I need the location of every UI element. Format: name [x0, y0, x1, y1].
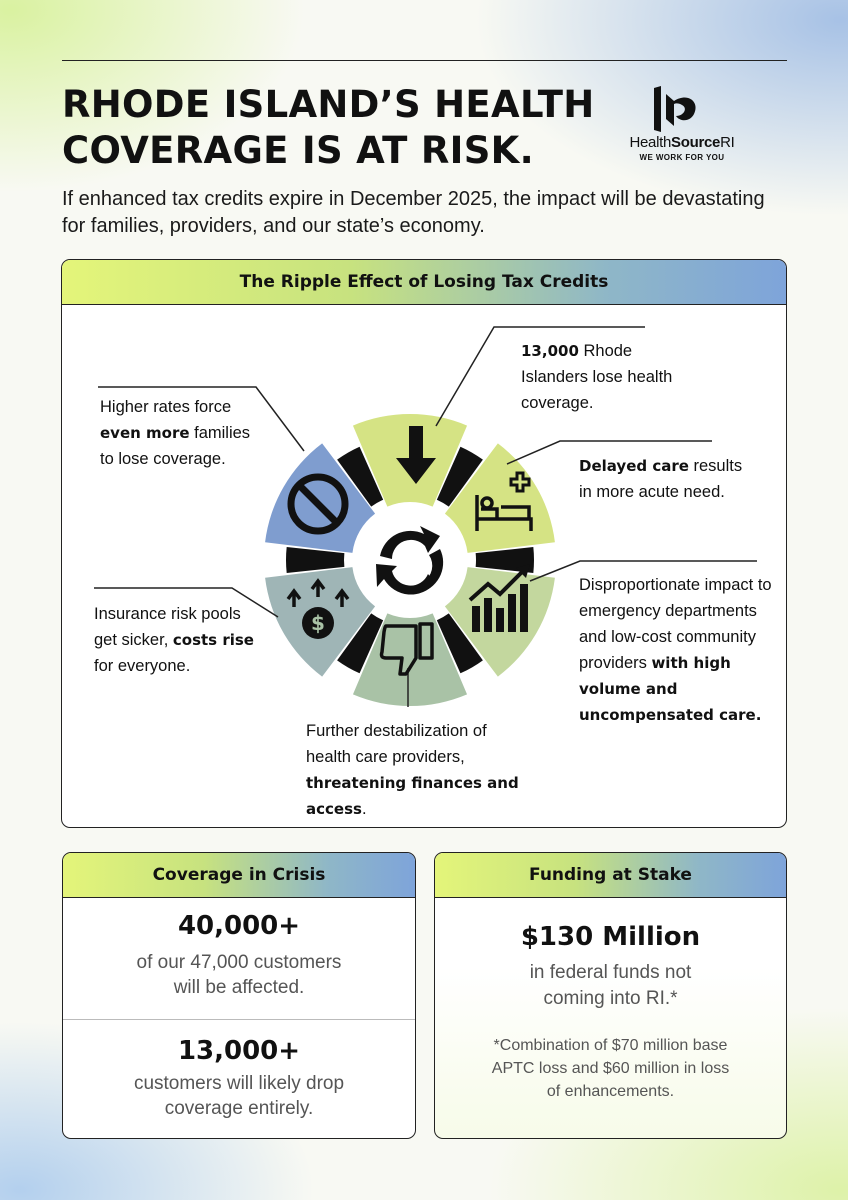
funding-at-stake-panel — [434, 852, 787, 1139]
callout-delayed-care: Delayed care results in more acute need. — [579, 457, 743, 501]
affected-customers-line-2: will be affected. — [173, 977, 305, 998]
page-title — [62, 82, 622, 174]
coverage-in-crisis-panel — [62, 852, 416, 1139]
drop-coverage-line-1: customers will likely drop — [133, 1073, 345, 1094]
logo-wordmark: HealthSourceRI — [629, 134, 735, 151]
funding-note-line-2: APTC loss and $60 million in loss — [491, 1060, 730, 1077]
federal-funds-line-1: in federal funds not — [529, 962, 692, 983]
stat-divider — [63, 1019, 415, 1020]
healthsource-logo-mark-icon — [654, 86, 710, 132]
callout-emergency-impact: Disproportionate impact to emergency departments and low-cost community providers with high volume and uncompensated care. — [579, 576, 772, 724]
top-rule — [62, 60, 787, 61]
cycle-arrows-icon — [376, 526, 443, 595]
title-line-1: RHODE ISLAND’S HEALTH — [62, 83, 595, 126]
ripple-effect-panel — [61, 259, 787, 828]
page-subtitle: If enhanced tax credits expire in December 2025, the impact will be devastating for families, providers, and our state’s economy. — [62, 188, 765, 237]
svg-text:$: $ — [311, 611, 325, 635]
logo-tagline: WE WORK FOR YOU — [639, 153, 725, 162]
funding-note-line-3: of enhancements. — [546, 1083, 675, 1100]
funding-note-line-1: *Combination of $70 million base — [493, 1037, 728, 1054]
funding-at-stake-heading: Funding at Stake — [435, 853, 786, 898]
callout-higher-rates: Higher rates force even more families to lose coverage. — [100, 398, 251, 468]
affected-customers-line-1: of our 47,000 customers — [136, 952, 342, 973]
federal-funds-value: $130 Million — [520, 922, 701, 952]
coverage-in-crisis-heading: Coverage in Crisis — [63, 853, 415, 898]
affected-customers-value: 40,000+ — [177, 911, 301, 941]
title-line-2: COVERAGE IS AT RISK. — [62, 129, 534, 172]
callout-coverage-loss: 13,000 Rhode Islanders lose health coverage. — [521, 342, 673, 412]
drop-coverage-line-2: coverage entirely. — [164, 1098, 314, 1119]
callout-risk-pools: Insurance risk pools get sicker, costs rise for everyone. — [94, 605, 254, 675]
sector-connector — [286, 547, 344, 573]
callout-provider-destabilization: Further destabilization of health care providers, threatening finances and access. — [306, 722, 519, 818]
ripple-effect-heading: The Ripple Effect of Losing Tax Credits — [62, 260, 786, 305]
federal-funds-line-2: coming into RI.* — [543, 988, 678, 1009]
drop-coverage-value: 13,000+ — [177, 1036, 301, 1066]
healthsource-ri-logo — [612, 86, 752, 166]
